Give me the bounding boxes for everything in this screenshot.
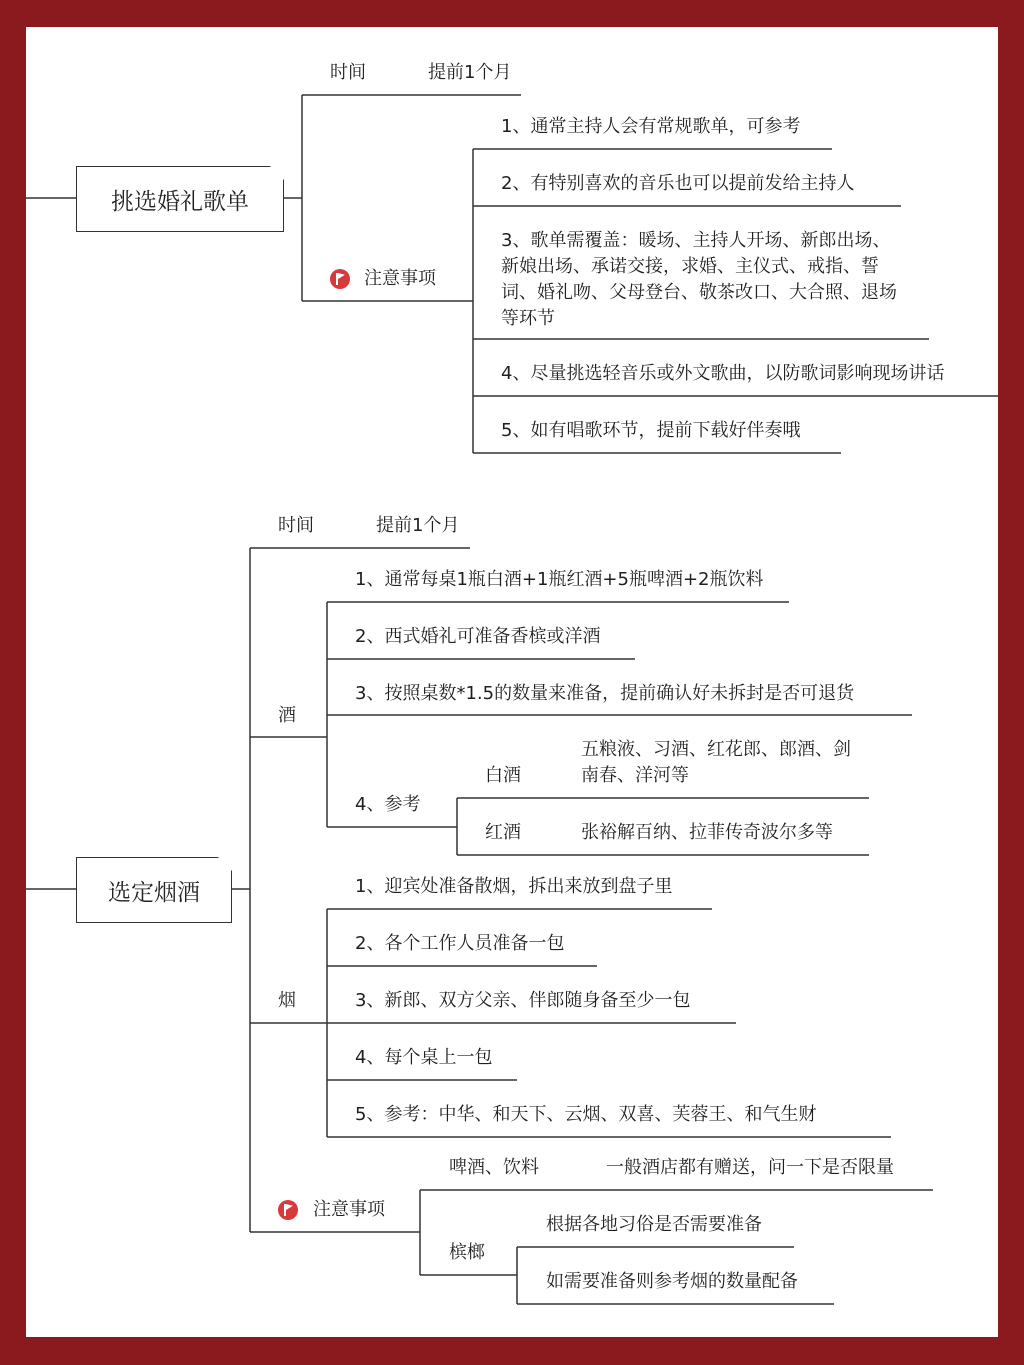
wine-ref-label: 4、参考 <box>355 794 421 815</box>
smoke-item: 3、新郎、双方父亲、伴郎随身备至少一包 <box>355 990 691 1011</box>
notes-label: 注意事项 <box>364 268 436 289</box>
smoke-item: 5、参考：中华、和天下、云烟、双喜、芙蓉王、和气生财 <box>355 1104 817 1125</box>
wine-label: 酒 <box>278 705 296 726</box>
time-label: 时间 <box>330 62 366 83</box>
beer-value: 一般酒店都有赠送，问一下是否限量 <box>606 1157 894 1178</box>
time-label: 时间 <box>278 515 314 536</box>
time-value: 提前1个月 <box>428 62 512 83</box>
note-item: 1、通常主持人会有常规歌单，可参考 <box>501 116 801 137</box>
smoke-label: 烟 <box>278 990 296 1011</box>
betel-item: 如需要准备则参考烟的数量配备 <box>546 1271 798 1292</box>
note-item: 2、有特别喜欢的音乐也可以提前发给主持人 <box>501 173 855 194</box>
time-value: 提前1个月 <box>376 515 460 536</box>
betel-label: 槟榔 <box>449 1242 485 1263</box>
topic-wedding-playlist <box>76 166 284 232</box>
topic-title: 挑选婚礼歌单 <box>111 188 249 215</box>
note-item: 5、如有唱歌环节，提前下载好伴奏哦 <box>501 420 801 441</box>
note-item: 3、歌单需覆盖：暖场、主持人开场、新郎出场、新娘出场、承诺交接，求婚、主仪式、戒指、誓词、婚礼吻、父母登台、敬茶改口、大合照、退场等环节 <box>501 230 897 329</box>
note-item: 4、尽量挑选轻音乐或外文歌曲，以防歌词影响现场讲话 <box>501 363 945 384</box>
hongjiu-label: 红酒 <box>485 822 521 843</box>
smoke-item: 4、每个桌上一包 <box>355 1047 493 1068</box>
mind-map-canvas <box>26 27 998 1337</box>
topic-tobacco-alcohol <box>76 857 232 923</box>
topic-title: 选定烟酒 <box>108 879 200 906</box>
wine-item: 1、通常每桌1瓶白酒+1瓶红酒+5瓶啤酒+2瓶饮料 <box>355 569 764 590</box>
hongjiu-value: 张裕解百纳、拉菲传奇波尔多等 <box>581 822 833 843</box>
notes-label: 注意事项 <box>313 1199 385 1220</box>
baijiu-value: 五粮液、习酒、红花郎、郎酒、剑南春、洋河等 <box>581 739 851 786</box>
wine-item: 2、西式婚礼可准备香槟或洋酒 <box>355 626 601 647</box>
flag-icon <box>278 1200 298 1220</box>
betel-item: 根据各地习俗是否需要准备 <box>546 1214 762 1235</box>
flag-icon <box>330 269 350 289</box>
page-fold-icon <box>217 856 233 872</box>
smoke-item: 2、各个工作人员准备一包 <box>355 933 565 954</box>
page-fold-icon <box>269 165 285 181</box>
wine-item: 3、按照桌数*1.5的数量来准备，提前确认好未拆封是否可退货 <box>355 683 855 704</box>
baijiu-label: 白酒 <box>485 765 521 786</box>
smoke-item: 1、迎宾处准备散烟，拆出来放到盘子里 <box>355 876 673 897</box>
beer-label: 啤酒、饮料 <box>449 1157 539 1178</box>
